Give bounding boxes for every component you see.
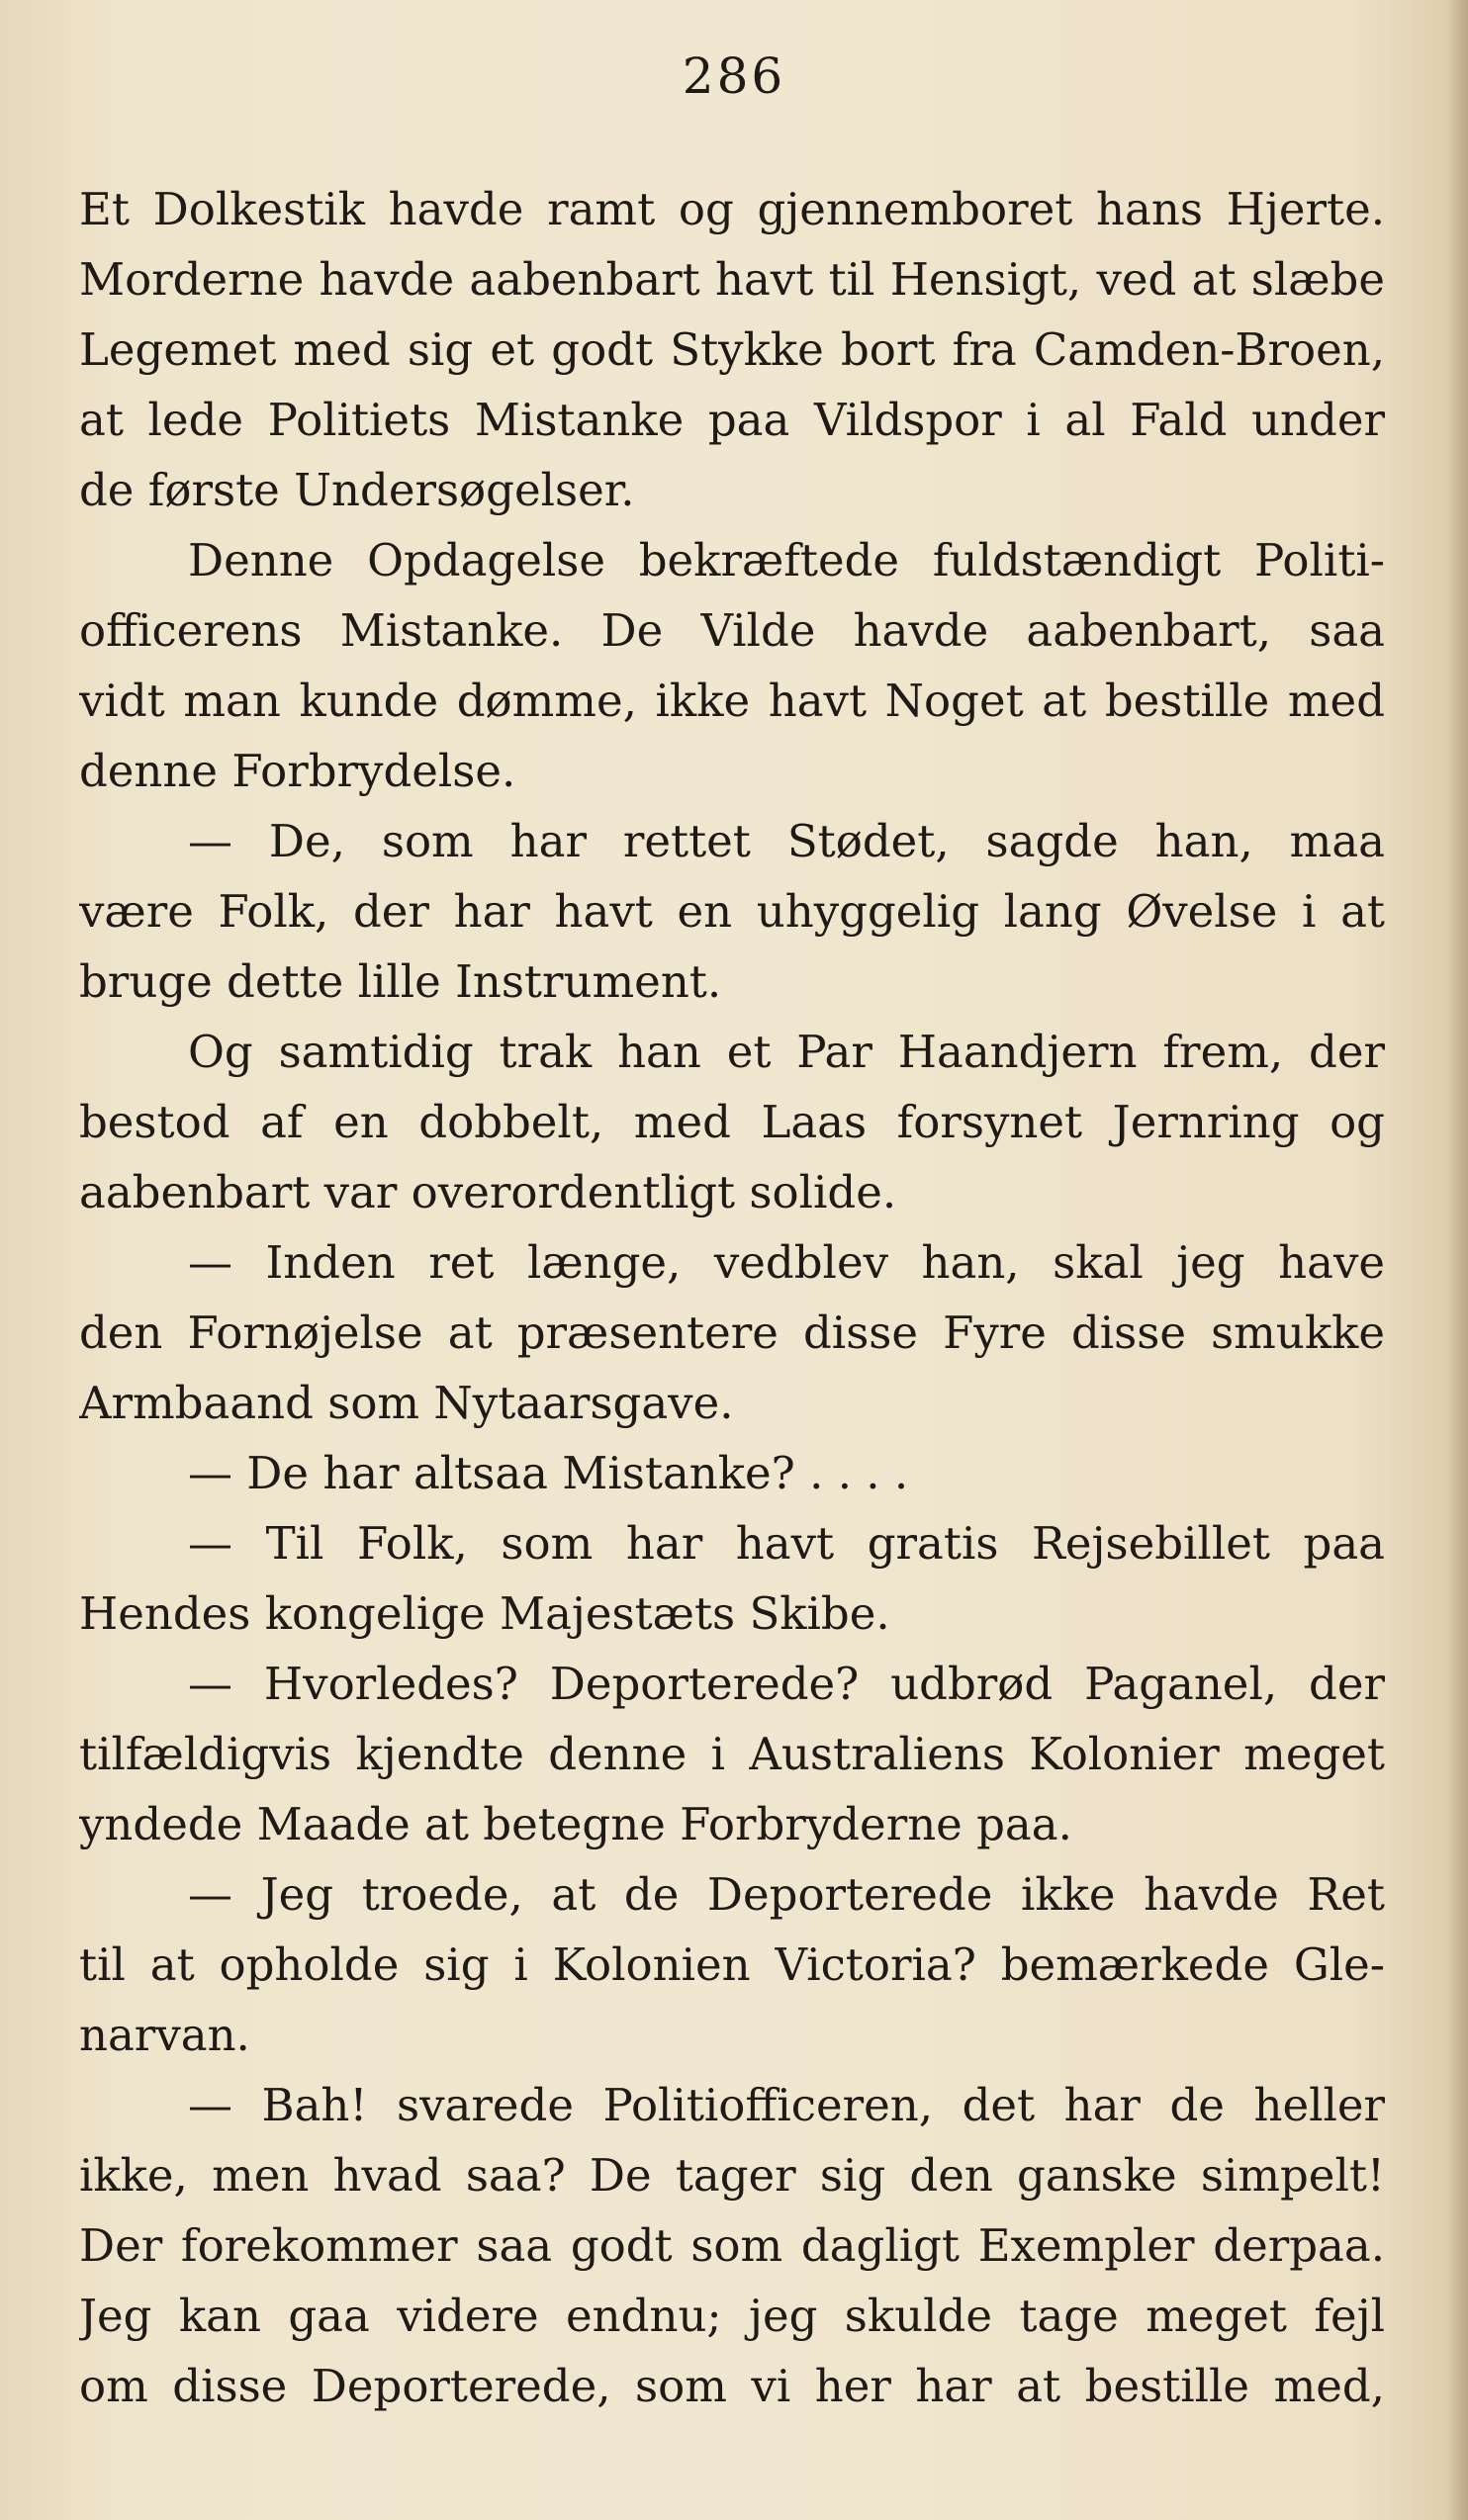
- text-line: Der forekommer saa godt som dagligt Exempler derpaa.: [79, 2219, 1385, 2272]
- page-number: 286: [682, 47, 786, 105]
- text-line: tilfældigvis kjendte denne i Australiens Kolonier meget: [79, 1728, 1385, 1780]
- text-line: om disse Deporterede, som vi her har at bestille med,: [79, 2360, 1385, 2412]
- body-text: [79, 174, 1385, 2421]
- text-line: Morderne havde aabenbart havt til Hensigt, ved at slæbe: [79, 253, 1385, 306]
- text-line: bestod af en dobbelt, med Laas forsynet Jernring og: [79, 1096, 1385, 1148]
- text-line: yndede Maade at betegne Forbryderne paa.: [79, 1798, 1072, 1850]
- text-line: — Bah! svarede Politiofficeren, det har de heller: [188, 2079, 1385, 2131]
- text-line: den Fornøjelse at præsentere disse Fyre disse smukke: [79, 1306, 1385, 1359]
- text-line: — Til Folk, som har havt gratis Rejsebillet paa: [188, 1517, 1385, 1570]
- text-line: aabenbart var overordentligt solide.: [79, 1166, 897, 1218]
- text-line: at lede Politiets Mistanke paa Vildspor i al Fald under: [79, 394, 1385, 446]
- text-line: — De, som har rettet Stødet, sagde han, maa: [188, 815, 1385, 867]
- text-line: til at opholde sig i Kolonien Victoria? bemærkede Gle-: [79, 1938, 1385, 1991]
- text-line: Jeg kan gaa videre endnu; jeg skulde tage meget fejl: [79, 2290, 1385, 2342]
- text-line: Et Dolkestik havde ramt og gjennemboret hans Hjerte.: [79, 183, 1385, 235]
- text-line: denne Forbrydelse.: [79, 745, 516, 797]
- text-line: — Inden ret længe, vedblev han, skal jeg have: [188, 1236, 1385, 1289]
- text-line: ikke, men hvad saa? De tager sig den ganske simpelt!: [79, 2149, 1385, 2202]
- text-line: Armbaand som Nytaarsgave.: [79, 1377, 734, 1429]
- text-line: officerens Mistanke. De Vilde havde aabenbart, saa: [79, 604, 1385, 657]
- text-line: Og samtidig trak han et Par Haandjern frem, der: [188, 1026, 1385, 1078]
- text-line: — Jeg troede, at de Deporterede ikke havde Ret: [188, 1868, 1385, 1921]
- text-line: narvan.: [79, 2009, 250, 2061]
- page-gutter-shadow: [1446, 0, 1468, 2520]
- text-line: bruge dette lille Instrument.: [79, 955, 722, 1008]
- text-line: — Hvorledes? Deporterede? udbrød Paganel, der: [188, 1658, 1385, 1710]
- text-line: Hendes kongelige Majestæts Skibe.: [79, 1587, 890, 1640]
- text-line: vidt man kunde dømme, ikke havt Noget at bestille med: [79, 675, 1385, 727]
- text-line: — De har altsaa Mistanke? . . . .: [188, 1447, 909, 1499]
- text-line: Denne Opdagelse bekræftede fuldstændigt Politi-: [188, 534, 1385, 586]
- text-line: de første Undersøgelser.: [79, 464, 635, 516]
- text-line: være Folk, der har havt en uhyggelig lang Øvelse i at: [79, 885, 1385, 938]
- text-line: Legemet med sig et godt Stykke bort fra Camden-Broen,: [79, 323, 1385, 376]
